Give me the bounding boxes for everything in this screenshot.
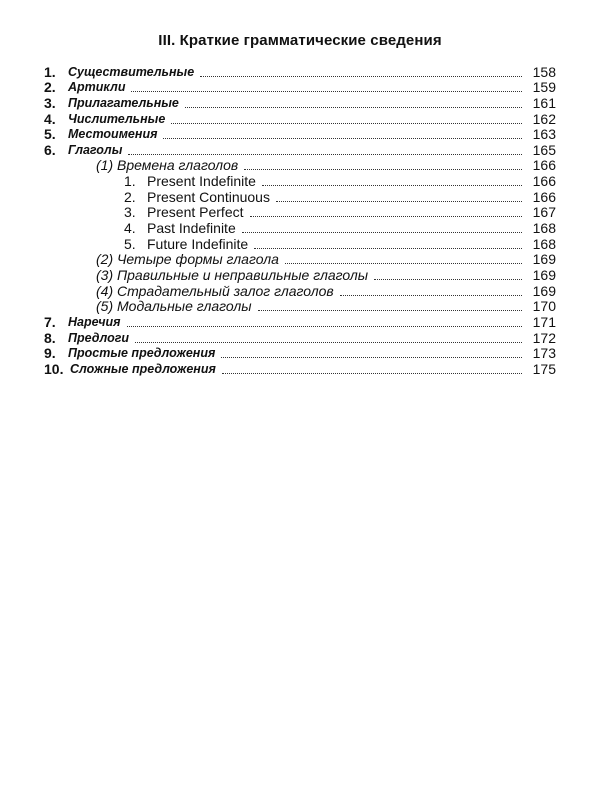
toc-entry-page: 163 — [532, 126, 556, 143]
toc-entry-number: 1. — [44, 63, 56, 80]
dot-leader — [258, 309, 522, 311]
toc-entry-pronouns[interactable] — [44, 127, 556, 143]
dot-leader — [221, 356, 522, 358]
toc-entry-number: 9. — [44, 345, 56, 362]
toc-subentry-present-indefinite[interactable] — [44, 173, 556, 189]
toc-entry-page: 173 — [532, 345, 556, 362]
dot-leader — [127, 325, 522, 327]
dot-leader — [171, 122, 522, 124]
toc-entry-title: Сложные предложения — [70, 361, 216, 376]
toc-subentry-future-indefinite[interactable] — [44, 236, 556, 252]
dot-leader — [185, 106, 522, 108]
toc-entry-page: 168 — [532, 220, 556, 237]
dot-leader — [276, 200, 522, 202]
dot-leader — [131, 90, 522, 92]
toc-entry-title: Past Indefinite — [147, 220, 236, 237]
toc-entry-nouns[interactable] — [44, 64, 556, 80]
toc-entry-title: Артикли — [68, 80, 126, 95]
toc-subentry-present-continuous[interactable] — [44, 189, 556, 205]
toc-entry-page: 172 — [532, 329, 556, 346]
toc-entry-number: 5. — [124, 235, 136, 252]
toc-entry-title: (2) Четыре формы глагола — [96, 251, 279, 268]
dot-leader — [200, 75, 522, 77]
toc-entry-page: 175 — [532, 360, 556, 377]
toc-entry-number: 5. — [44, 126, 56, 143]
toc-entry-articles[interactable] — [44, 80, 556, 96]
toc-entry-page: 168 — [532, 235, 556, 252]
dot-leader — [285, 262, 522, 264]
toc-entry-number: 8. — [44, 329, 56, 346]
toc-subentry-present-perfect[interactable] — [44, 205, 556, 221]
toc-entry-title: Наречия — [68, 314, 121, 329]
toc-entry-number: 3. — [44, 94, 56, 111]
toc-subentry-four-verb-forms[interactable] — [44, 252, 556, 268]
toc-entry-page: 169 — [532, 282, 556, 299]
toc-entry-page: 159 — [532, 79, 556, 96]
toc-entry-page: 166 — [532, 157, 556, 174]
toc-entry-title: Present Indefinite — [147, 173, 256, 190]
toc-subentry-verb-tenses[interactable] — [44, 158, 556, 174]
dot-leader — [163, 137, 522, 139]
toc-entry-number: 10. — [44, 360, 64, 377]
toc-subentry-past-indefinite[interactable] — [44, 220, 556, 236]
dot-leader — [222, 372, 522, 374]
toc-entry-number: 7. — [44, 313, 56, 330]
section-heading: III. Краткие грамматические сведения — [158, 32, 442, 49]
dot-leader — [262, 184, 522, 186]
toc-entry-page: 169 — [532, 266, 556, 283]
toc-entry-title: Present Continuous — [147, 188, 270, 205]
toc-entry-page: 161 — [532, 94, 556, 111]
toc-entry-title: Существительные — [68, 64, 195, 79]
dot-leader — [135, 341, 522, 343]
dot-leader — [250, 215, 523, 217]
toc-entry-number: 2. — [44, 79, 56, 96]
toc-entry-page: 169 — [532, 251, 556, 268]
toc-entry-page: 162 — [532, 110, 556, 127]
dot-leader — [340, 294, 522, 296]
toc-entry-number: 6. — [44, 141, 56, 158]
dot-leader — [254, 247, 522, 249]
toc-entry-complex-sentences[interactable] — [44, 361, 556, 377]
toc-entry-title: Местоимения — [68, 127, 158, 142]
toc-entry-title: Present Perfect — [147, 204, 244, 221]
toc-entry-number: 4. — [44, 110, 56, 127]
toc-entry-number: 1. — [124, 173, 136, 190]
toc-entry-title: Простые предложения — [68, 346, 216, 361]
toc-entry-number: 2. — [124, 188, 136, 205]
toc-entry-adverbs[interactable] — [44, 314, 556, 330]
toc-entry-page: 166 — [532, 188, 556, 205]
toc-entry-adjectives[interactable] — [44, 95, 556, 111]
dot-leader — [244, 168, 522, 170]
toc-entry-title: Глаголы — [68, 142, 123, 157]
toc-subentry-passive-voice[interactable] — [44, 283, 556, 299]
toc-entry-page: 167 — [532, 204, 556, 221]
toc-entry-page: 170 — [532, 298, 556, 315]
dot-leader — [242, 231, 522, 233]
dot-leader — [374, 278, 522, 280]
toc-entry-title: (5) Модальные глаголы — [96, 298, 252, 315]
toc-entry-title: (3) Правильные и неправильные глаголы — [96, 266, 369, 283]
toc-entry-title: (1) Времена глаголов — [96, 157, 239, 174]
toc-entry-verbs[interactable] — [44, 142, 556, 158]
table-of-contents — [44, 64, 556, 377]
toc-entry-numerals[interactable] — [44, 111, 556, 127]
toc-entry-title: (4) Страдательный залог глаголов — [96, 282, 334, 299]
toc-subentry-modal-verbs[interactable] — [44, 299, 556, 315]
toc-subentry-regular-irregular-verbs[interactable] — [44, 267, 556, 283]
toc-entry-page: 166 — [532, 173, 556, 190]
dot-leader — [128, 153, 522, 155]
toc-entry-simple-sentences[interactable] — [44, 346, 556, 362]
toc-entry-title: Предлоги — [68, 330, 130, 345]
toc-entry-number: 4. — [124, 220, 136, 237]
toc-entry-prepositions[interactable] — [44, 330, 556, 346]
toc-entry-page: 165 — [532, 141, 556, 158]
toc-entry-page: 158 — [532, 63, 556, 80]
toc-entry-title: Прилагательные — [68, 95, 179, 110]
toc-entry-number: 3. — [124, 204, 136, 221]
toc-entry-title: Future Indefinite — [147, 235, 249, 252]
toc-entry-title: Числительные — [68, 111, 166, 126]
toc-entry-page: 171 — [532, 313, 556, 330]
